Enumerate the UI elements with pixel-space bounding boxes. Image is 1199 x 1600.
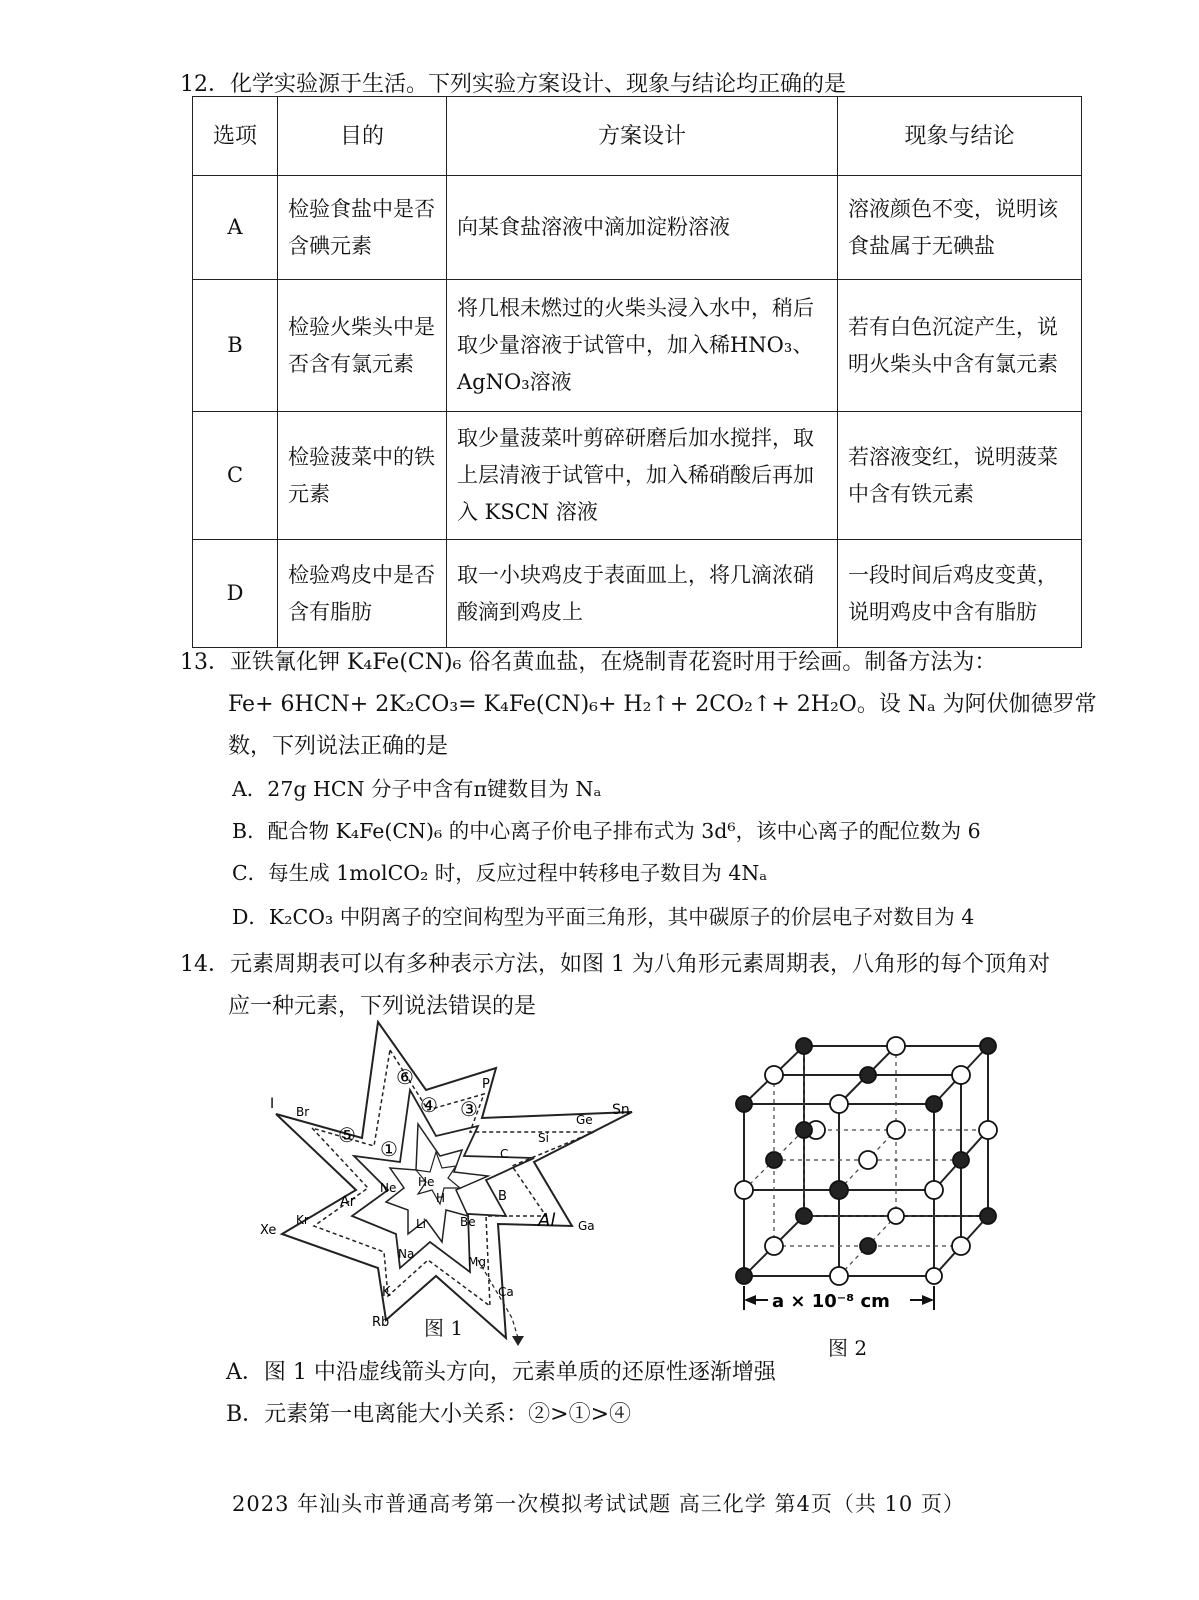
element-label: Mg	[468, 1255, 486, 1269]
dashed-arrow	[478, 1260, 518, 1338]
atoms	[735, 1037, 997, 1285]
element-label: He	[418, 1175, 435, 1189]
q13-option-c: C．每生成 1molCO₂ 时，反应过程中转移电子数目为 4Nₐ	[232, 861, 768, 885]
header-result: 现象与结论	[838, 97, 1082, 176]
handwritten-mark-3: ③	[460, 1097, 478, 1121]
row-result: 若溶液变红，说明菠菜中含有铁元素	[838, 412, 1082, 540]
handwritten-mark-5: ⑤	[338, 1123, 356, 1147]
row-option: A	[193, 176, 278, 280]
row-aim: 检验菠菜中的铁元素	[278, 412, 447, 540]
arrow-head	[512, 1336, 524, 1346]
handwritten-mark-6: ⑥	[396, 1065, 414, 1089]
element-label: Be	[460, 1215, 476, 1229]
row-option: D	[193, 540, 278, 648]
element-label: K	[382, 1285, 391, 1300]
q14-option-b: B．元素第一电离能大小关系：②>①>④	[226, 1402, 632, 1427]
row-plan: 取一小块鸡皮于表面皿上，将几滴浓硝酸滴到鸡皮上	[447, 540, 838, 648]
q13-line2: Fe+ 6HCN+ 2K₂CO₃= K₄Fe(CN)₆+ H₂↑+ 2CO₂↑+ 2H₂O。设 Nₐ 为阿伏伽德罗常	[228, 692, 1097, 717]
row-option: C	[193, 412, 278, 540]
row-plan: 取少量菠菜叶剪碎研磨后加水搅拌，取上层清液于试管中，加入稀硝酸后再加入 KSCN 溶液	[447, 412, 838, 540]
table-row	[193, 412, 1082, 540]
element-label: H	[436, 1191, 446, 1205]
row-result: 溶液颜色不变，说明该食盐属于无碘盐	[838, 176, 1082, 280]
handwritten-element-label: Al	[538, 1210, 556, 1231]
header-option: 选项	[193, 97, 278, 176]
element-label: Si	[538, 1131, 549, 1145]
row-aim: 检验食盐中是否含碘元素	[278, 176, 447, 280]
row-aim: 检验鸡皮中是否含有脂肪	[278, 540, 447, 648]
dimension-label: a × 10⁻⁸ cm	[772, 1291, 890, 1312]
row-option: B	[193, 280, 278, 412]
row-result: 一段时间后鸡皮变黄，说明鸡皮中含有脂肪	[838, 540, 1082, 648]
figure-2-label: 图 2	[828, 1336, 868, 1360]
dimension-arrow-right	[922, 1295, 934, 1305]
element-label: B	[498, 1189, 507, 1204]
figure-1-label: 图 1	[424, 1316, 464, 1340]
header-aim: 目的	[278, 97, 447, 176]
handwritten-mark-1: ①	[380, 1137, 398, 1161]
q13-option-a: A．27g HCN 分子中含有π键数目为 Nₐ	[232, 777, 602, 801]
element-label: Ga	[578, 1219, 595, 1233]
element-label: Rb	[372, 1315, 390, 1330]
page-footer: 2023 年汕头市普通高考第一次模拟考试试题 高三化学 第4页（共 10 页）	[232, 1492, 965, 1516]
q13-option-d: D．K₂CO₃ 中阴离子的空间构型为平面三角形，其中碳原子的价层电子对数目为 4	[232, 905, 975, 929]
q14-option-a: A．图 1 中沿虚线箭头方向，元素单质的还原性逐渐增强	[226, 1360, 776, 1385]
handwritten-mark-4: ④	[420, 1093, 438, 1117]
q13-option-b: B．配合物 K₄Fe(CN)₆ 的中心离子价电子排布式为 3d⁶，该中心离子的配位数为 6	[232, 819, 981, 843]
row-aim: 检验火柴头中是否含有氯元素	[278, 280, 447, 412]
outer-star	[276, 1022, 632, 1338]
element-label: Ge	[576, 1113, 593, 1127]
element-label: Kr	[296, 1213, 309, 1227]
element-label: Ar	[340, 1194, 356, 1210]
element-label: I	[270, 1096, 275, 1112]
row-result: 若有白色沉淀产生，说明火柴头中含有氯元素	[838, 280, 1082, 412]
row-plan: 向某食盐溶液中滴加淀粉溶液	[447, 176, 838, 280]
figure-2-crystal-cell	[728, 1030, 1008, 1320]
q14-line1: 14．元素周期表可以有多种表示方法，如图 1 为八角形元素周期表，八角形的每个顶角对	[180, 952, 1050, 977]
table-row	[193, 280, 1082, 412]
q12-stem: 12．化学实验源于生活。下列实验方案设计、现象与结论均正确的是	[180, 72, 846, 97]
element-label: Br	[296, 1105, 310, 1119]
element-label: Li	[416, 1217, 427, 1231]
element-label: Sn	[612, 1102, 630, 1118]
header-plan: 方案设计	[447, 97, 838, 176]
element-label: Ne	[380, 1181, 397, 1195]
q14-line2: 应一种元素，下列说法错误的是	[228, 994, 537, 1019]
q13-line3: 数，下列说法正确的是	[228, 734, 449, 759]
experiment-table	[192, 96, 1082, 648]
dimension-arrow-left	[744, 1295, 756, 1305]
table-row	[193, 176, 1082, 280]
row-plan: 将几根未燃过的火柴头浸入水中，稍后取少量溶液于试管中，加入稀HNO₃、AgNO₃溶液	[447, 280, 838, 412]
q13-line1: 13．亚铁氰化钾 K₄Fe(CN)₆ 俗名黄血盐，在烧制青花瓷时用于绘画。制备方法为：	[180, 650, 997, 675]
element-label: Ca	[498, 1285, 514, 1299]
table-row	[193, 540, 1082, 648]
element-label: P	[482, 1077, 490, 1092]
element-label: C	[500, 1147, 509, 1161]
dashed-star	[312, 1050, 594, 1306]
table-header-row	[193, 97, 1082, 176]
element-label: Na	[398, 1247, 415, 1261]
element-label: Xe	[260, 1223, 277, 1238]
figure-1-octagonal-periodic-table	[250, 1020, 650, 1350]
